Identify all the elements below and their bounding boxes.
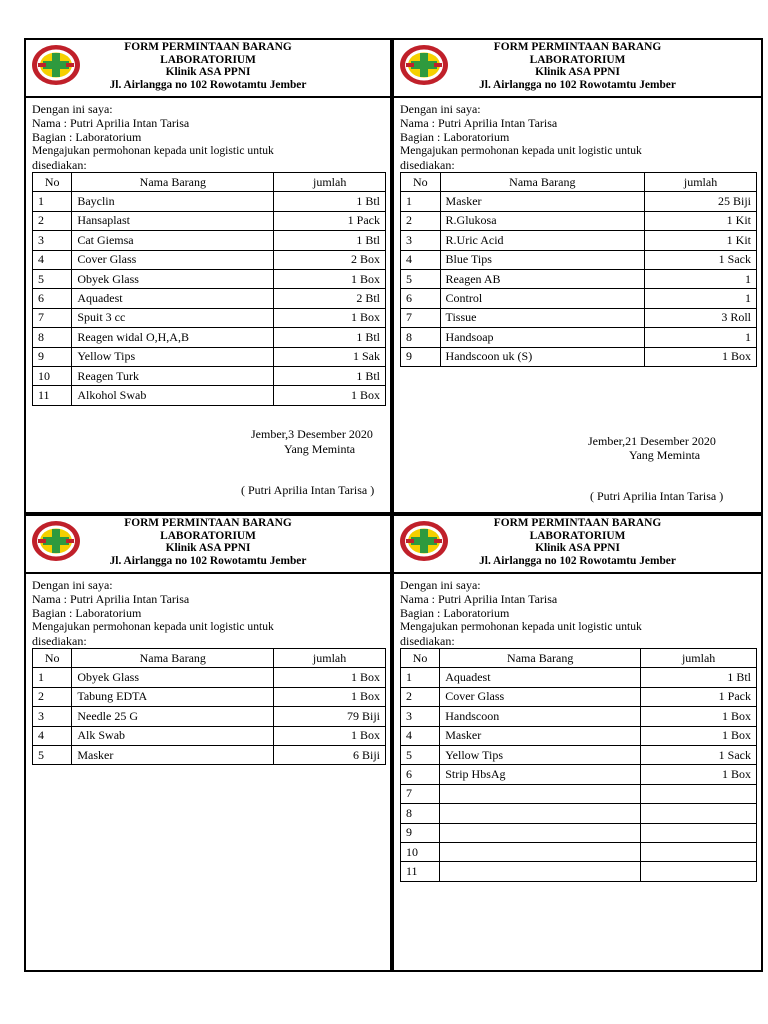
item-name: Bayclin xyxy=(72,192,274,211)
item-name xyxy=(440,784,641,803)
item-qty: 3 Roll xyxy=(645,308,757,327)
item-qty: 1 Sak xyxy=(274,347,386,366)
item-no: 2 xyxy=(33,211,72,230)
col-no-header: No xyxy=(33,649,72,668)
request-date: Jember,21 Desember 2020 xyxy=(588,434,716,448)
item-no: 5 xyxy=(33,269,72,288)
table-row xyxy=(401,328,757,347)
item-name: Yellow Tips xyxy=(72,347,274,366)
item-qty: 1 Box xyxy=(274,386,386,405)
requester-name-line: Nama : Putri Aprilia Intan Tarisa xyxy=(400,116,558,130)
item-name xyxy=(440,862,641,881)
request-line-2: disediakan: xyxy=(400,634,455,648)
item-qty: 1 Sack xyxy=(645,250,757,269)
item-name: Cover Glass xyxy=(72,250,274,269)
header-department: LABORATORIUM xyxy=(529,529,626,542)
item-name: Obyek Glass xyxy=(72,269,274,288)
header-title: FORM PERMINTAAN BARANG xyxy=(493,517,662,529)
item-name: Reagen Turk xyxy=(72,366,274,385)
item-qty: 79 Biji xyxy=(274,707,386,726)
item-qty: 1 Box xyxy=(645,347,757,366)
department-line: Bagian : Laboratorium xyxy=(400,606,510,620)
intro-line: Dengan ini saya: xyxy=(400,578,481,592)
requester-name-line: Nama : Putri Aprilia Intan Tarisa xyxy=(32,592,190,606)
form-header xyxy=(394,40,761,98)
item-name: Cat Giemsa xyxy=(72,231,274,250)
request-form-3 xyxy=(24,514,392,972)
header-text xyxy=(394,41,761,91)
request-line: Mengajukan permohonan kepada unit logistic untuk xyxy=(32,144,274,157)
item-no: 3 xyxy=(401,707,440,726)
table-row xyxy=(33,211,386,230)
item-qty: 1 xyxy=(645,289,757,308)
header-clinic: Klinik ASA PPNI xyxy=(535,542,620,555)
table-row xyxy=(401,211,757,230)
item-qty: 25 Biji xyxy=(645,192,757,211)
request-line: Mengajukan permohonan kepada unit logistic untuk xyxy=(400,620,642,633)
item-no: 1 xyxy=(401,668,440,687)
item-no: 8 xyxy=(33,328,72,347)
item-no: 3 xyxy=(33,231,72,250)
table-row xyxy=(33,308,386,327)
table-row xyxy=(401,862,757,881)
col-qty-header: jumlah xyxy=(645,173,757,192)
item-no: 2 xyxy=(401,211,441,230)
item-qty xyxy=(641,784,757,803)
table-row xyxy=(401,823,757,842)
request-line-2: disediakan: xyxy=(400,158,455,172)
header-clinic: Klinik ASA PPNI xyxy=(535,66,620,79)
item-qty xyxy=(641,823,757,842)
header-clinic: Klinik ASA PPNI xyxy=(165,66,251,79)
item-no: 7 xyxy=(33,308,72,327)
item-name: Aquadest xyxy=(72,289,274,308)
item-no: 7 xyxy=(401,784,440,803)
item-no: 4 xyxy=(33,726,72,745)
table-row xyxy=(33,707,386,726)
table-row xyxy=(401,347,757,366)
table-row xyxy=(33,687,386,706)
item-no: 1 xyxy=(401,192,441,211)
header-department: LABORATORIUM xyxy=(160,53,256,66)
form-body xyxy=(32,102,384,406)
item-qty: 1 xyxy=(645,328,757,347)
item-no: 9 xyxy=(401,347,441,366)
item-name: Obyek Glass xyxy=(72,668,274,687)
item-no: 5 xyxy=(401,745,440,764)
item-name: Yellow Tips xyxy=(440,745,641,764)
header-address: Jl. Airlangga no 102 Rowotamtu Jember xyxy=(109,554,307,567)
item-name: Alk Swab xyxy=(72,726,274,745)
item-no: 8 xyxy=(401,328,441,347)
table-row xyxy=(33,668,386,687)
item-no: 1 xyxy=(33,192,72,211)
item-no: 1 xyxy=(33,668,72,687)
item-name: Tabung EDTA xyxy=(72,687,274,706)
item-name: R.Glukosa xyxy=(440,211,645,230)
intro-line: Dengan ini saya: xyxy=(32,102,113,116)
item-name: Spuit 3 cc xyxy=(72,308,274,327)
item-qty: 1 Btl xyxy=(641,668,757,687)
department-line: Bagian : Laboratorium xyxy=(32,606,142,620)
requester-name-line: Nama : Putri Aprilia Intan Tarisa xyxy=(400,592,558,606)
item-qty: 1 Box xyxy=(641,726,757,745)
header-title: FORM PERMINTAAN BARANG xyxy=(493,41,662,53)
item-qty: 1 Box xyxy=(274,308,386,327)
header-text xyxy=(394,517,761,567)
requester-label: Yang Meminta xyxy=(284,442,356,456)
table-row xyxy=(401,250,757,269)
item-name: Control xyxy=(440,289,645,308)
col-no-header: No xyxy=(401,649,440,668)
item-name: Handscoon xyxy=(440,707,641,726)
header-text xyxy=(26,41,390,91)
header-clinic: Klinik ASA PPNI xyxy=(165,542,251,555)
table-row xyxy=(401,308,757,327)
item-qty: 1 Kit xyxy=(645,211,757,230)
table-row xyxy=(401,289,757,308)
col-qty-header: jumlah xyxy=(274,173,386,192)
table-header-row xyxy=(401,173,757,192)
table-row xyxy=(401,269,757,288)
item-name: Blue Tips xyxy=(440,250,645,269)
item-qty: 6 Biji xyxy=(274,745,386,764)
form-header xyxy=(26,40,390,98)
table-row xyxy=(401,842,757,861)
item-qty: 1 Sack xyxy=(641,745,757,764)
item-name: Masker xyxy=(440,192,645,211)
item-name: Handscoon uk (S) xyxy=(440,347,645,366)
header-department: LABORATORIUM xyxy=(160,529,256,542)
table-row xyxy=(401,804,757,823)
table-row xyxy=(33,366,386,385)
col-qty-header: jumlah xyxy=(274,649,386,668)
form-body xyxy=(400,578,755,882)
table-row xyxy=(401,784,757,803)
item-no: 10 xyxy=(401,842,440,861)
table-row xyxy=(33,192,386,211)
item-name: Reagen widal O,H,A,B xyxy=(72,328,274,347)
item-no: 10 xyxy=(33,366,72,385)
item-name: Reagen AB xyxy=(440,269,645,288)
item-qty: 1 Btl xyxy=(274,328,386,347)
department-line: Bagian : Laboratorium xyxy=(400,130,510,144)
table-row xyxy=(33,269,386,288)
item-name: Strip HbsAg xyxy=(440,765,641,784)
item-qty: 1 Box xyxy=(641,707,757,726)
item-no: 9 xyxy=(33,347,72,366)
col-no-header: No xyxy=(401,173,441,192)
intro-line: Dengan ini saya: xyxy=(32,578,113,592)
department-line: Bagian : Laboratorium xyxy=(32,130,142,144)
items-table xyxy=(32,172,386,406)
header-address: Jl. Airlangga no 102 Rowotamtu Jember xyxy=(479,78,676,91)
col-name-header: Nama Barang xyxy=(440,173,645,192)
table-row xyxy=(33,745,386,764)
item-no: 2 xyxy=(401,687,440,706)
col-name-header: Nama Barang xyxy=(72,649,274,668)
item-no: 11 xyxy=(33,386,72,405)
items-table xyxy=(400,172,757,367)
table-row xyxy=(401,668,757,687)
item-qty: 2 Box xyxy=(274,250,386,269)
item-name xyxy=(440,842,641,861)
header-address: Jl. Airlangga no 102 Rowotamtu Jember xyxy=(479,554,676,567)
item-no: 4 xyxy=(401,726,440,745)
item-name: R.Uric Acid xyxy=(440,231,645,250)
request-form-4 xyxy=(392,514,763,972)
table-row xyxy=(401,765,757,784)
item-no: 3 xyxy=(401,231,441,250)
table-header-row xyxy=(401,649,757,668)
table-header-row xyxy=(33,649,386,668)
item-no: 5 xyxy=(401,269,441,288)
requester-signature-name: ( Putri Aprilia Intan Tarisa ) xyxy=(590,489,724,503)
item-qty: 1 Box xyxy=(274,687,386,706)
header-address: Jl. Airlangga no 102 Rowotamtu Jember xyxy=(109,78,307,91)
table-row xyxy=(33,289,386,308)
table-row xyxy=(401,687,757,706)
item-name: Aquadest xyxy=(440,668,641,687)
item-qty: 1 Btl xyxy=(274,231,386,250)
table-row xyxy=(401,231,757,250)
table-header-row xyxy=(33,173,386,192)
item-name: Masker xyxy=(72,745,274,764)
table-row xyxy=(33,250,386,269)
item-qty xyxy=(641,862,757,881)
item-no: 2 xyxy=(33,687,72,706)
header-text xyxy=(26,517,390,567)
item-name xyxy=(440,804,641,823)
item-no: 8 xyxy=(401,804,440,823)
item-no: 6 xyxy=(401,765,440,784)
request-date: Jember,3 Desember 2020 xyxy=(251,427,373,441)
form-body xyxy=(400,102,755,367)
item-qty: 2 Btl xyxy=(274,289,386,308)
requester-label: Yang Meminta xyxy=(629,448,701,462)
table-row xyxy=(401,726,757,745)
requester-signature-name: ( Putri Aprilia Intan Tarisa ) xyxy=(241,483,375,497)
item-qty: 1 Box xyxy=(274,668,386,687)
item-qty: 1 Btl xyxy=(274,192,386,211)
form-header xyxy=(26,516,390,574)
item-no: 4 xyxy=(401,250,441,269)
col-qty-header: jumlah xyxy=(641,649,757,668)
item-no: 3 xyxy=(33,707,72,726)
table-row xyxy=(33,386,386,405)
request-form-1 xyxy=(24,38,392,514)
item-no: 11 xyxy=(401,862,440,881)
item-name: Needle 25 G xyxy=(72,707,274,726)
item-qty: 1 Pack xyxy=(641,687,757,706)
item-name: Handsoap xyxy=(440,328,645,347)
item-qty: 1 Pack xyxy=(274,211,386,230)
request-line-2: disediakan: xyxy=(32,634,87,648)
item-qty: 1 Box xyxy=(274,726,386,745)
item-name: Cover Glass xyxy=(440,687,641,706)
item-qty: 1 Kit xyxy=(645,231,757,250)
table-row xyxy=(401,707,757,726)
request-line: Mengajukan permohonan kepada unit logistic untuk xyxy=(400,144,642,157)
header-title: FORM PERMINTAAN BARANG xyxy=(124,41,292,53)
table-row xyxy=(401,745,757,764)
header-department: LABORATORIUM xyxy=(529,53,626,66)
form-header xyxy=(394,516,761,574)
table-row xyxy=(401,192,757,211)
item-qty: 1 xyxy=(645,269,757,288)
col-no-header: No xyxy=(33,173,72,192)
item-name xyxy=(440,823,641,842)
item-no: 4 xyxy=(33,250,72,269)
table-row xyxy=(33,347,386,366)
request-line: Mengajukan permohonan kepada unit logistic untuk xyxy=(32,620,274,633)
item-no: 7 xyxy=(401,308,441,327)
item-no: 6 xyxy=(401,289,441,308)
table-row xyxy=(33,231,386,250)
requester-name-line: Nama : Putri Aprilia Intan Tarisa xyxy=(32,116,190,130)
item-name: Alkohol Swab xyxy=(72,386,274,405)
item-no: 5 xyxy=(33,745,72,764)
request-line-2: disediakan: xyxy=(32,158,87,172)
item-qty: 1 Box xyxy=(641,765,757,784)
form-body xyxy=(32,578,384,765)
item-name: Tissue xyxy=(440,308,645,327)
request-form-2 xyxy=(392,38,763,514)
item-name: Masker xyxy=(440,726,641,745)
items-table xyxy=(400,648,757,882)
item-no: 9 xyxy=(401,823,440,842)
items-table xyxy=(32,648,386,765)
item-qty xyxy=(641,842,757,861)
table-row xyxy=(33,328,386,347)
col-name-header: Nama Barang xyxy=(72,173,274,192)
item-qty: 1 Btl xyxy=(274,366,386,385)
item-qty xyxy=(641,804,757,823)
item-name: Hansaplast xyxy=(72,211,274,230)
intro-line: Dengan ini saya: xyxy=(400,102,481,116)
col-name-header: Nama Barang xyxy=(440,649,641,668)
item-qty: 1 Box xyxy=(274,269,386,288)
table-row xyxy=(33,726,386,745)
header-title: FORM PERMINTAAN BARANG xyxy=(124,517,292,529)
item-no: 6 xyxy=(33,289,72,308)
